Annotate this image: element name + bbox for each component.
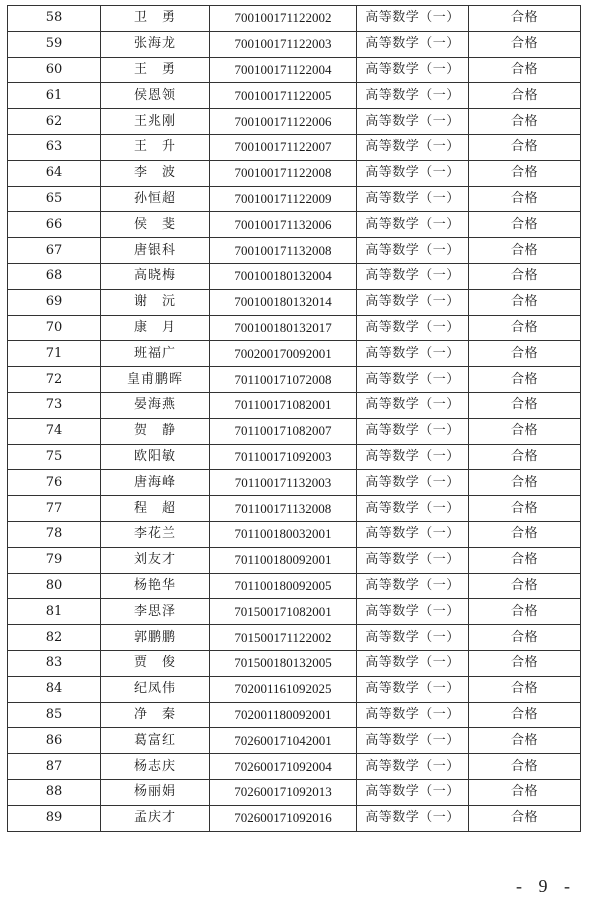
student-name-cell: 李思泽: [101, 599, 210, 625]
course-name-cell: 高等数学（一）: [357, 6, 469, 32]
exam-id-cell: 700100171122004: [210, 57, 357, 83]
row-number-cell: 86: [8, 728, 101, 754]
course-name-cell: 高等数学（一）: [357, 521, 469, 547]
table-row: [8, 263, 581, 289]
exam-result-cell: 合格: [469, 83, 581, 109]
exam-result-cell: 合格: [469, 625, 581, 651]
student-name-cell: 班福广: [101, 341, 210, 367]
exam-id-cell: 700100171122003: [210, 31, 357, 57]
row-number-cell: 83: [8, 650, 101, 676]
table-row: [8, 83, 581, 109]
row-number-cell: 88: [8, 779, 101, 805]
exam-result-cell: 合格: [469, 134, 581, 160]
table-row: [8, 341, 581, 367]
exam-result-cell: 合格: [469, 341, 581, 367]
row-number-cell: 81: [8, 599, 101, 625]
student-name-cell: 净 秦: [101, 702, 210, 728]
table-row: [8, 6, 581, 32]
exam-result-cell: 合格: [469, 702, 581, 728]
exam-id-cell: 700100171122006: [210, 109, 357, 135]
exam-result-cell: 合格: [469, 212, 581, 238]
student-name-cell: 卫 勇: [101, 6, 210, 32]
student-name-cell: 张海龙: [101, 31, 210, 57]
course-name-cell: 高等数学（一）: [357, 650, 469, 676]
student-name-cell: 唐海峰: [101, 470, 210, 496]
exam-id-cell: 701500180132005: [210, 650, 357, 676]
course-name-cell: 高等数学（一）: [357, 341, 469, 367]
student-name-cell: 皇甫鹏晖: [101, 367, 210, 393]
row-number-cell: 61: [8, 83, 101, 109]
exam-result-cell: 合格: [469, 547, 581, 573]
exam-result-cell: 合格: [469, 289, 581, 315]
table-row: [8, 392, 581, 418]
row-number-cell: 77: [8, 496, 101, 522]
exam-id-cell: 701100180092005: [210, 573, 357, 599]
table-row: [8, 728, 581, 754]
row-number-cell: 82: [8, 625, 101, 651]
table-row: [8, 650, 581, 676]
exam-id-cell: 701100180032001: [210, 521, 357, 547]
row-number-cell: 80: [8, 573, 101, 599]
table-row: [8, 186, 581, 212]
exam-result-cell: 合格: [469, 496, 581, 522]
table-row: [8, 676, 581, 702]
student-name-cell: 欧阳敏: [101, 444, 210, 470]
course-name-cell: 高等数学（一）: [357, 212, 469, 238]
table-row: [8, 134, 581, 160]
exam-id-cell: 700200170092001: [210, 341, 357, 367]
exam-result-cell: 合格: [469, 470, 581, 496]
course-name-cell: 高等数学（一）: [357, 238, 469, 264]
course-name-cell: 高等数学（一）: [357, 779, 469, 805]
student-name-cell: 杨丽娟: [101, 779, 210, 805]
student-name-cell: 李花兰: [101, 521, 210, 547]
exam-id-cell: 701100171132003: [210, 470, 357, 496]
course-name-cell: 高等数学（一）: [357, 496, 469, 522]
table-row: [8, 160, 581, 186]
table-row: [8, 496, 581, 522]
exam-result-cell: 合格: [469, 160, 581, 186]
row-number-cell: 62: [8, 109, 101, 135]
exam-result-cell: 合格: [469, 6, 581, 32]
table-row: [8, 470, 581, 496]
table-row: [8, 315, 581, 341]
student-name-cell: 谢 沅: [101, 289, 210, 315]
table-row: [8, 599, 581, 625]
course-name-cell: 高等数学（一）: [357, 109, 469, 135]
student-name-cell: 王 升: [101, 134, 210, 160]
student-name-cell: 贾 俊: [101, 650, 210, 676]
course-name-cell: 高等数学（一）: [357, 83, 469, 109]
row-number-cell: 58: [8, 6, 101, 32]
student-name-cell: 侯 斐: [101, 212, 210, 238]
course-name-cell: 高等数学（一）: [357, 186, 469, 212]
course-name-cell: 高等数学（一）: [357, 470, 469, 496]
row-number-cell: 74: [8, 418, 101, 444]
course-name-cell: 高等数学（一）: [357, 805, 469, 831]
exam-id-cell: 700100171132006: [210, 212, 357, 238]
row-number-cell: 87: [8, 754, 101, 780]
course-name-cell: 高等数学（一）: [357, 31, 469, 57]
table-row: [8, 573, 581, 599]
row-number-cell: 85: [8, 702, 101, 728]
row-number-cell: 69: [8, 289, 101, 315]
table-row: [8, 212, 581, 238]
row-number-cell: 68: [8, 263, 101, 289]
course-name-cell: 高等数学（一）: [357, 754, 469, 780]
exam-id-cell: 702001161092025: [210, 676, 357, 702]
exam-result-cell: 合格: [469, 754, 581, 780]
student-name-cell: 程 超: [101, 496, 210, 522]
student-name-cell: 李 波: [101, 160, 210, 186]
exam-id-cell: 701100171082001: [210, 392, 357, 418]
exam-result-cell: 合格: [469, 779, 581, 805]
course-name-cell: 高等数学（一）: [357, 599, 469, 625]
course-name-cell: 高等数学（一）: [357, 367, 469, 393]
exam-result-cell: 合格: [469, 599, 581, 625]
course-name-cell: 高等数学（一）: [357, 418, 469, 444]
exam-id-cell: 702600171092016: [210, 805, 357, 831]
exam-result-cell: 合格: [469, 418, 581, 444]
student-name-cell: 孟庆才: [101, 805, 210, 831]
results-table: [7, 5, 581, 832]
results-table-body: [8, 6, 581, 832]
course-name-cell: 高等数学（一）: [357, 444, 469, 470]
exam-id-cell: 700100171132008: [210, 238, 357, 264]
student-name-cell: 郭鹏鹏: [101, 625, 210, 651]
exam-id-cell: 700100171122005: [210, 83, 357, 109]
student-name-cell: 纪凤伟: [101, 676, 210, 702]
course-name-cell: 高等数学（一）: [357, 289, 469, 315]
student-name-cell: 刘友才: [101, 547, 210, 573]
table-row: [8, 57, 581, 83]
exam-result-cell: 合格: [469, 676, 581, 702]
course-name-cell: 高等数学（一）: [357, 160, 469, 186]
exam-id-cell: 700100171122002: [210, 6, 357, 32]
student-name-cell: 贺 静: [101, 418, 210, 444]
row-number-cell: 66: [8, 212, 101, 238]
row-number-cell: 89: [8, 805, 101, 831]
table-row: [8, 625, 581, 651]
exam-id-cell: 701100171082007: [210, 418, 357, 444]
table-row: [8, 367, 581, 393]
course-name-cell: 高等数学（一）: [357, 547, 469, 573]
table-row: [8, 779, 581, 805]
exam-id-cell: 700100180132017: [210, 315, 357, 341]
row-number-cell: 78: [8, 521, 101, 547]
exam-result-cell: 合格: [469, 728, 581, 754]
course-name-cell: 高等数学（一）: [357, 263, 469, 289]
student-name-cell: 孙恒超: [101, 186, 210, 212]
exam-result-cell: 合格: [469, 521, 581, 547]
row-number-cell: 63: [8, 134, 101, 160]
exam-result-cell: 合格: [469, 805, 581, 831]
course-name-cell: 高等数学（一）: [357, 392, 469, 418]
row-number-cell: 70: [8, 315, 101, 341]
exam-id-cell: 702001180092001: [210, 702, 357, 728]
table-row: [8, 238, 581, 264]
student-name-cell: 王 勇: [101, 57, 210, 83]
exam-id-cell: 701100171092003: [210, 444, 357, 470]
exam-result-cell: 合格: [469, 392, 581, 418]
course-name-cell: 高等数学（一）: [357, 57, 469, 83]
row-number-cell: 64: [8, 160, 101, 186]
exam-result-cell: 合格: [469, 367, 581, 393]
table-row: [8, 521, 581, 547]
table-row: [8, 31, 581, 57]
row-number-cell: 73: [8, 392, 101, 418]
row-number-cell: 76: [8, 470, 101, 496]
row-number-cell: 79: [8, 547, 101, 573]
exam-result-cell: 合格: [469, 315, 581, 341]
table-row: [8, 289, 581, 315]
course-name-cell: 高等数学（一）: [357, 728, 469, 754]
table-row: [8, 754, 581, 780]
exam-result-cell: 合格: [469, 263, 581, 289]
row-number-cell: 75: [8, 444, 101, 470]
student-name-cell: 侯恩领: [101, 83, 210, 109]
row-number-cell: 84: [8, 676, 101, 702]
exam-result-cell: 合格: [469, 186, 581, 212]
exam-id-cell: 701100171132008: [210, 496, 357, 522]
exam-result-cell: 合格: [469, 444, 581, 470]
exam-result-cell: 合格: [469, 57, 581, 83]
table-row: [8, 444, 581, 470]
table-row: [8, 109, 581, 135]
table-row: [8, 418, 581, 444]
course-name-cell: 高等数学（一）: [357, 315, 469, 341]
exam-id-cell: 700100171122009: [210, 186, 357, 212]
exam-id-cell: 702600171092004: [210, 754, 357, 780]
student-name-cell: 晏海燕: [101, 392, 210, 418]
page-number: - 9 -: [516, 876, 576, 896]
student-name-cell: 王兆刚: [101, 109, 210, 135]
exam-id-cell: 700100171122007: [210, 134, 357, 160]
student-name-cell: 康 月: [101, 315, 210, 341]
exam-result-cell: 合格: [469, 238, 581, 264]
course-name-cell: 高等数学（一）: [357, 134, 469, 160]
table-row: [8, 805, 581, 831]
exam-id-cell: 700100171122008: [210, 160, 357, 186]
exam-id-cell: 700100180132004: [210, 263, 357, 289]
course-name-cell: 高等数学（一）: [357, 676, 469, 702]
student-name-cell: 杨艳华: [101, 573, 210, 599]
exam-id-cell: 702600171042001: [210, 728, 357, 754]
exam-result-cell: 合格: [469, 109, 581, 135]
row-number-cell: 60: [8, 57, 101, 83]
course-name-cell: 高等数学（一）: [357, 702, 469, 728]
exam-id-cell: 701100171072008: [210, 367, 357, 393]
row-number-cell: 72: [8, 367, 101, 393]
exam-result-cell: 合格: [469, 31, 581, 57]
student-name-cell: 杨志庆: [101, 754, 210, 780]
course-name-cell: 高等数学（一）: [357, 625, 469, 651]
row-number-cell: 65: [8, 186, 101, 212]
exam-id-cell: 701100180092001: [210, 547, 357, 573]
exam-id-cell: 701500171082001: [210, 599, 357, 625]
exam-id-cell: 701500171122002: [210, 625, 357, 651]
exam-id-cell: 700100180132014: [210, 289, 357, 315]
student-name-cell: 高晓梅: [101, 263, 210, 289]
student-name-cell: 葛富红: [101, 728, 210, 754]
table-row: [8, 702, 581, 728]
exam-result-cell: 合格: [469, 573, 581, 599]
exam-id-cell: 702600171092013: [210, 779, 357, 805]
student-name-cell: 唐银科: [101, 238, 210, 264]
table-row: [8, 547, 581, 573]
exam-result-cell: 合格: [469, 650, 581, 676]
row-number-cell: 71: [8, 341, 101, 367]
row-number-cell: 59: [8, 31, 101, 57]
course-name-cell: 高等数学（一）: [357, 573, 469, 599]
row-number-cell: 67: [8, 238, 101, 264]
